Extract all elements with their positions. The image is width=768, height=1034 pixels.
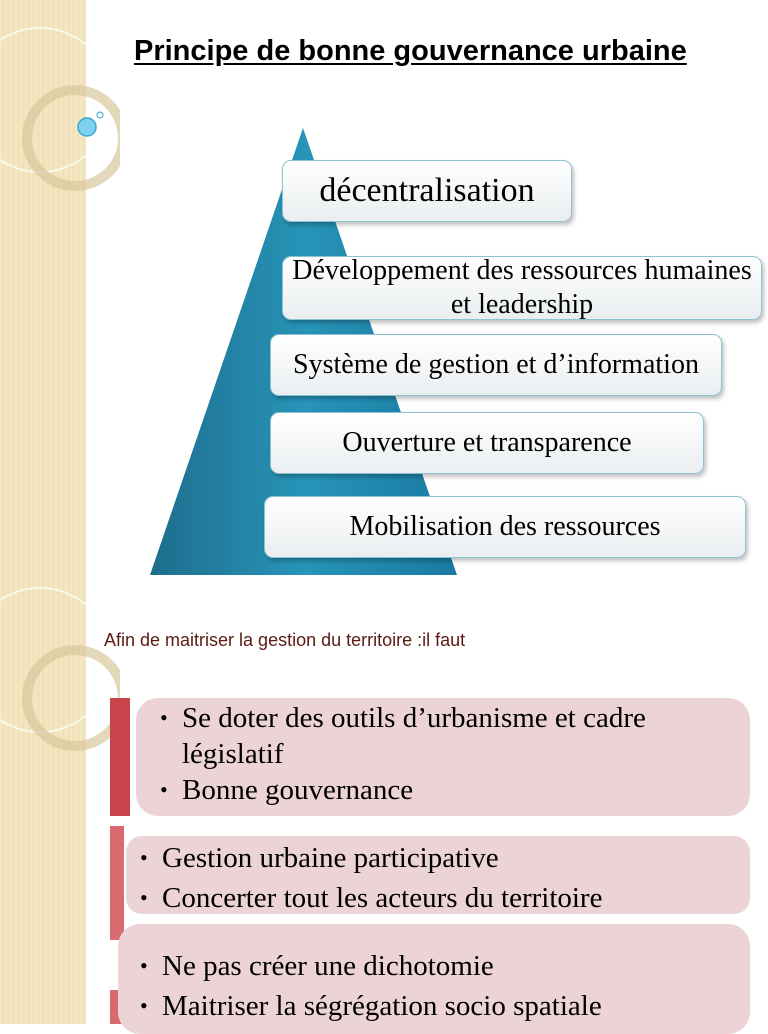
accent-bar — [108, 826, 126, 942]
bullet-item: • Bonne gouvernance — [156, 772, 740, 808]
bullet-item: • Gestion urbaine participative — [136, 838, 740, 878]
pyramid-level-mobilisation: Mobilisation des ressources — [264, 496, 746, 558]
bullet-item: • Maitriser la ségrégation socio spatiale — [136, 986, 740, 1026]
bullet-item: • Concerter tout les acteurs du territoire — [136, 878, 740, 918]
slide-title: Principe de bonne gouvernance urbaine — [134, 35, 687, 67]
accent-bar — [108, 698, 132, 818]
pyramid-level-decentralisation: décentralisation — [282, 160, 572, 222]
bullet-group-2 — [126, 836, 750, 914]
bullet-item: • Ne pas créer une dichotomie — [136, 946, 740, 986]
bullet-item: • Se doter des outils d’urbanisme et cadre législatif — [156, 700, 740, 772]
bubble-icon — [78, 118, 96, 136]
intro-text: Afin de maitriser la gestion du territoire :il faut — [104, 630, 466, 650]
bullet-group-1 — [136, 698, 750, 816]
pyramid-level-developpement: Développement des ressources humaines et leadership — [282, 256, 762, 320]
pyramid-level-systeme-gestion: Système de gestion et d’information — [270, 334, 722, 396]
bullet-group-3 — [118, 924, 750, 1034]
pyramid-level-ouverture: Ouverture et transparence — [270, 412, 704, 474]
decorative-circles — [0, 0, 120, 1024]
